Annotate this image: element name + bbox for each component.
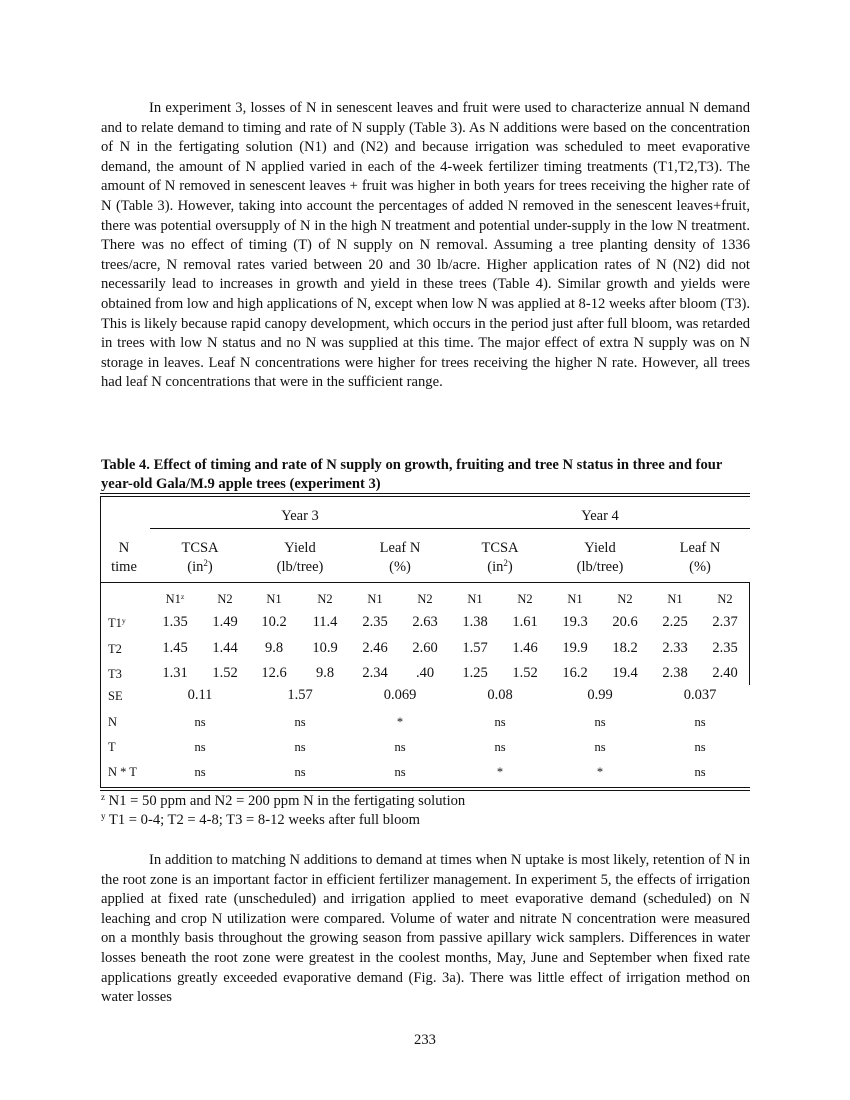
table-cell: 2.34 xyxy=(362,665,388,681)
table-cell: 20.6 xyxy=(612,614,638,630)
stat-cell: 0.11 xyxy=(187,687,213,703)
table-cell: 1.38 xyxy=(462,614,488,630)
table-cell: 2.38 xyxy=(662,665,688,681)
table-cell: 9.8 xyxy=(264,640,284,656)
table-cell: 11.4 xyxy=(312,614,338,630)
body-paragraph-1: In experiment 3, losses of N in senescent leaves and fruit were used to characterize annual N demand and to relate demand to timing and rate of N supply (Table 3). As N additions were based on the concentration of N in the fertigating solution (N1) and (N2) and because irrigation was scheduled to meet evaporative demand, the amount of N applied varied in each of the 4-week fertilizer timing treatments (T1,T2,T3). The amount of N removed in senescent leaves + fruit was higher in both years for trees receiving the higher rate of N (Table 3). However, taking into account the percentages of added N removed in the senescent leaves+fruit, there was potential oversupply of N in the high N treatment and potential under-supply in the low N treatment. There was no effect of timing (T) of N supply on N removal. Assuming a tree planting density of 1336 trees/acre, N removal rates varied between 20 and 30 lb/acre. Higher application rates of N (N2) did not necessarily lead to increases in growth and yield in these trees (Table 4). Similar growth and yields were obtained from low and high applications of N, except when low N was applied at 8-12 weeks after bloom (T3). This is likely because rapid canopy development, which occurs in the period just after full bloom, was retarded in trees with low N status and no N was supplied at this time. The major effect of extra N supply was on N storage in leaves. Leaf N concentrations were higher for trees receiving the higher N rate. However, all trees had leaf N concentrations that were in the sufficient range. xyxy=(101,100,750,391)
rule xyxy=(749,582,750,685)
table-cell: 1.52 xyxy=(512,665,538,681)
table-cell: 18.2 xyxy=(612,640,638,656)
rule xyxy=(100,496,750,497)
stat-cell: * xyxy=(596,765,604,779)
rule xyxy=(150,528,750,529)
rule xyxy=(100,493,750,494)
table-cell: 19.3 xyxy=(562,614,588,630)
subcolumn-header: N1 xyxy=(567,592,583,606)
subcolumn-header: N1 xyxy=(467,592,483,606)
stat-cell: 0.037 xyxy=(683,687,717,703)
subcolumn-header: N2 xyxy=(317,592,333,606)
stat-cell: ns xyxy=(294,765,306,779)
table-cell: 1.52 xyxy=(212,665,238,681)
table-cell: .40 xyxy=(415,665,435,681)
stat-cell: ns xyxy=(294,740,306,754)
stat-cell: 0.99 xyxy=(587,687,613,703)
measure-header: TCSA $(in^2)$ xyxy=(181,540,219,575)
stat-cell: ns xyxy=(594,715,606,729)
stat-cell: 0.08 xyxy=(487,687,513,703)
table-cell: 2.40 xyxy=(712,665,738,681)
subcolumn-header: N2 xyxy=(517,592,533,606)
table-cell: 19.4 xyxy=(612,665,638,681)
subcolumn-header: N2 xyxy=(417,592,433,606)
stat-cell: ns xyxy=(694,765,706,779)
stat-cell: 1.57 xyxy=(287,687,313,703)
table-cell: 1.31 xyxy=(162,665,188,681)
stat-cell: ns xyxy=(494,715,506,729)
table-cell: 1.35 xyxy=(162,614,188,630)
stat-cell: ns xyxy=(194,765,206,779)
table-cell: 10.2 xyxy=(261,614,287,630)
table-cell: 2.33 xyxy=(662,640,688,656)
table-cell: 12.6 xyxy=(261,665,287,681)
subcolumn-header: N2 xyxy=(717,592,733,606)
footnote-y: $^y$ T1 = 0-4; T2 = 4-8; T3 = 8-12 weeks after full bloom xyxy=(101,811,421,828)
table-cell: 1.25 xyxy=(462,665,488,681)
table-caption: Table 4. Effect of timing and rate of N supply on growth, fruiting and tree N status in three and four year-old Gala/M.9 apple trees (experiment 3) xyxy=(101,457,723,492)
stat-cell: ns xyxy=(694,715,706,729)
subcolumn-header: N1 xyxy=(266,592,282,606)
table-cell: 2.46 xyxy=(362,640,388,656)
rule xyxy=(100,790,750,791)
stat-cell: 0.069 xyxy=(383,687,417,703)
rule xyxy=(100,496,101,788)
stat-row-label: N xyxy=(108,715,118,729)
page-number: 233 xyxy=(414,1032,436,1048)
rule xyxy=(100,582,750,583)
n-time-header: N time xyxy=(111,540,137,575)
table-cell: 1.61 xyxy=(512,614,538,630)
stat-cell: ns xyxy=(194,715,206,729)
subcolumn-header: N2 xyxy=(217,592,233,606)
stat-cell: ns xyxy=(294,715,306,729)
table-cell: 1.44 xyxy=(212,640,238,656)
year-3-header: Year 3 xyxy=(281,508,319,524)
row-label: T2 xyxy=(108,642,122,656)
measure-header: Yield (lb/tree) xyxy=(576,540,624,575)
table-cell: 2.25 xyxy=(662,614,688,630)
measure-header: Yield (lb/tree) xyxy=(276,540,324,575)
table-cell: 16.2 xyxy=(562,665,588,681)
year-4-header: Year 4 xyxy=(581,508,619,524)
row-label: T3 xyxy=(108,667,122,681)
table-cell: 2.35 xyxy=(712,640,738,656)
table-cell: 2.37 xyxy=(712,614,738,630)
stat-row-label: SE xyxy=(108,689,123,703)
stat-cell: ns xyxy=(494,740,506,754)
table-cell: 10.9 xyxy=(312,640,338,656)
footnote-z: $^z$ N1 = 50 ppm and N2 = 200 ppm N in the fertigating solution xyxy=(101,792,466,809)
stat-cell: ns xyxy=(394,740,406,754)
measure-header: Leaf N (%) xyxy=(379,540,421,575)
stat-cell: * xyxy=(496,765,504,779)
table-cell: 2.35 xyxy=(362,614,388,630)
rule xyxy=(100,787,750,788)
table-cell: 9.8 xyxy=(315,665,335,681)
measure-header: Leaf N (%) xyxy=(679,540,721,575)
stat-row-label: T xyxy=(108,740,116,754)
subcolumn-header: N1 xyxy=(667,592,683,606)
measure-header: TCSA $(in^2)$ xyxy=(481,540,519,575)
body-paragraph-2: In addition to matching N additions to demand at times when N uptake is most likely, retention of N in the root zone is an important factor in efficient fertilizer management. In experiment 5, the effects of irrigation applied at fixed rate (unscheduled) and irrigation applied to meet evaporative demand (scheduled) on N leaching and crop N utilization were compared. Volume of water and nitrate N concentration were measured on a monthly basis throughout the growing season from passive apillary wick samplers. Differences in water losses beneath the root zone were greatest in the coolest months, May, June and September when fixed rate applications greatly exceeded evaporative demand (Fig. 3a). There was little effect of irrigation method on water losses xyxy=(101,852,750,1006)
table-cell: 1.46 xyxy=(512,640,538,656)
subcolumn-header: N1 xyxy=(367,592,383,606)
table-cell: 1.57 xyxy=(462,640,488,656)
stat-cell: ns xyxy=(194,740,206,754)
subcolumn-header: N1$^z$ xyxy=(165,591,185,606)
stat-cell: ns xyxy=(394,765,406,779)
table-4 xyxy=(100,493,750,790)
table-cell: 1.49 xyxy=(212,614,238,630)
table-cell: 2.63 xyxy=(412,614,438,630)
table-cell: 2.60 xyxy=(412,640,438,656)
stat-cell: * xyxy=(396,715,404,729)
stat-cell: ns xyxy=(594,740,606,754)
table-cell: 19.9 xyxy=(562,640,588,656)
row-label: T1$^y$ xyxy=(108,615,126,630)
subcolumn-header: N2 xyxy=(617,592,633,606)
stat-row-label: N * T xyxy=(108,765,137,779)
stat-cell: ns xyxy=(694,740,706,754)
table-cell: 1.45 xyxy=(162,640,188,656)
